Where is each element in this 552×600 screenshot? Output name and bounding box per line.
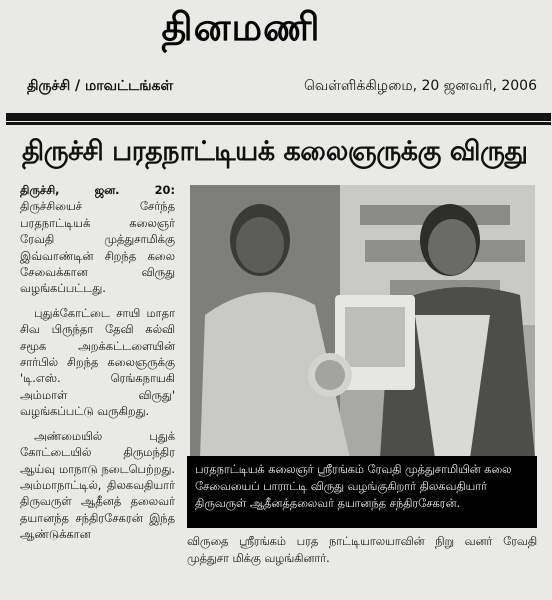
dateline-bar <box>27 78 537 98</box>
paragraph-1-text: திருச்சியைச் சேர்ந்த பரதநாட்டியக் கலைஞர் ரேவதி முத்துசாமிக்கு இவ்வாண்டின் சிறந்த கலை சேவைக்கான விருது வழங்கப்பட்டது. <box>20 199 175 296</box>
paragraph-1 <box>20 182 175 297</box>
photo-caption: பரதநாட்டியக் கலைஞர் ஸ்ரீரங்கம் ரேவதி முத்துசாமியின் கலை சேவையைப் பாராட்டி விருது வழங்குகிறார் திலகவதியார் திருவருள் ஆதீனத்தலைவர் தயானந்த சந்திரசேகரன். <box>187 456 537 528</box>
paragraph-2: புதுக்கோட்டை சாயி மாதா சிவ பிருந்தா தேவி கல்வி சமூக அறக்கட்டளையின் சார்பில் சிறந்த கலைஞருக்கு 'டி.எஸ். ரெங்கநாயகி அம்மாள் விருது' வழங்கப்பட்டு வருகிறது. <box>20 305 175 419</box>
award-photo <box>190 185 535 458</box>
award-photo-illustration <box>190 185 535 458</box>
article-body <box>20 182 175 582</box>
section-label: திருச்சி / மாவட்டங்கள் <box>27 78 174 94</box>
article-headline: திருச்சி பரதநாட்டியக் கலைஞருக்கு விருது <box>22 135 528 167</box>
header-rule <box>6 113 551 121</box>
newspaper-logo: தினமணி <box>161 5 321 49</box>
paragraph-3: அண்மையில் புதுக் கோட்டையில் திருமந்திர ஆய்வு மாநாடு நடைபெற்றது. அம்மாநாட்டில், திலகவதியார் திருவருள் ஆதீனத் தலைவர் தயானந்த சந்திரசேகரன் இந்த ஆண்டுக்கான <box>20 428 175 542</box>
article-continuation: விருதை ஸ்ரீரங்கம் பரத நாட்டியாலயாவின் நிறு வனர் ரேவதி முத்துசா மிக்கு வழங்கினார். <box>187 535 537 565</box>
article-dateline: திருச்சி, ஜன. 20: <box>20 183 175 197</box>
publication-date: வெள்ளிக்கிழமை, 20 ஜனவரி, 2006 <box>303 78 537 94</box>
